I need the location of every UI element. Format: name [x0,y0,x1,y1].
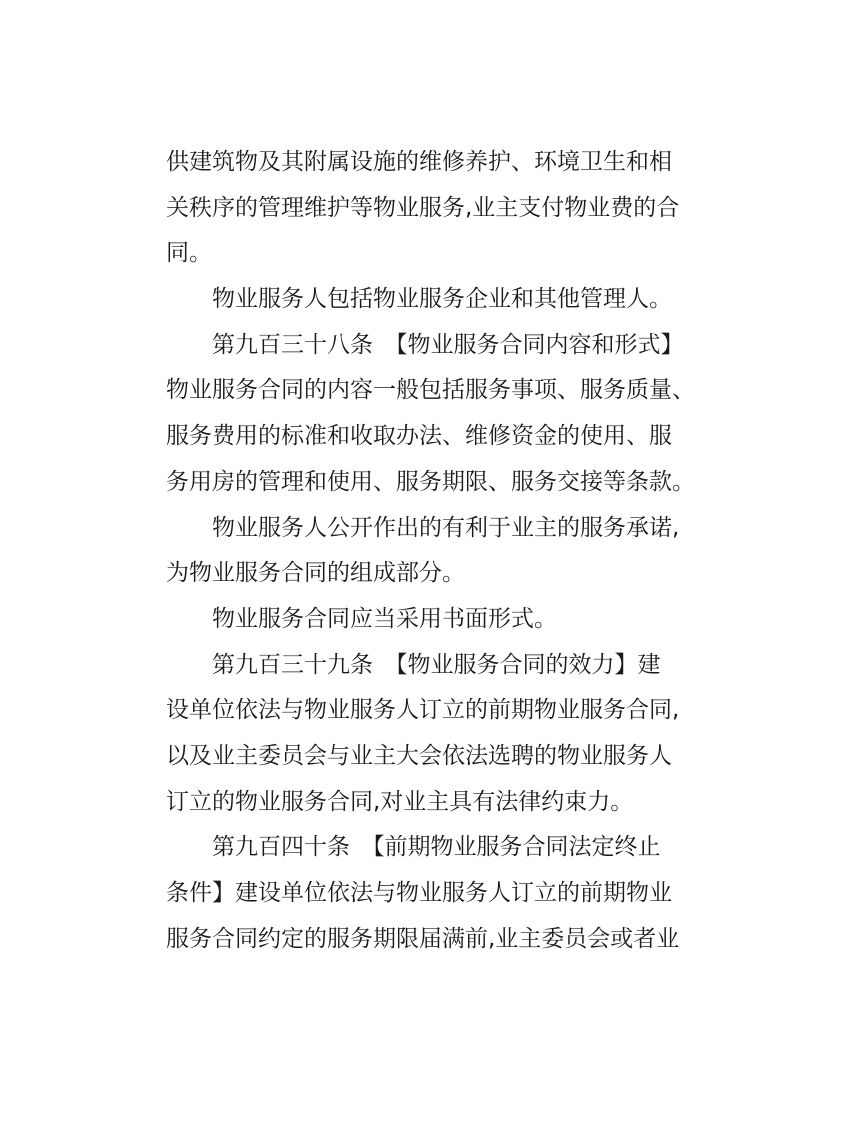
text-line: 订立的物业服务合同,对业主具有法律约束力。 [166,788,634,815]
text-line: 物业服务人包括物业服务企业和其他管理人。 [212,286,672,313]
text-line: 以及业主委员会与业主大会依法选聘的物业服务人 [166,742,672,769]
text-line: 服务费用的标准和收取办法、维修资金的使用、服 [166,423,672,450]
text-line: 设单位依法与物业服务人订立的前期物业服务合同, [166,697,680,724]
text-line: 第九百四十条 【前期物业服务合同法定终止 [212,834,661,861]
text-line: 物业服务合同的内容一般包括服务事项、服务质量、 [166,377,695,404]
text-line: 同。 [166,240,212,267]
text-line: 为物业服务合同的组成部分。 [166,560,465,587]
text-line: 供建筑物及其附属设施的维修养护、环境卫生和相 [166,149,672,175]
text-line: 服务合同约定的服务期限届满前,业主委员会或者业 [166,925,680,952]
text-line: 物业服务人公开作出的有利于业主的服务承诺, [212,514,680,541]
text-line: 第九百三十九条 【物业服务合同的效力】建 [212,651,661,678]
text-line: 务用房的管理和使用、服务期限、服务交接等条款。 [166,468,695,495]
document-body [166,140,706,962]
text-line: 条件】建设单位依法与物业服务人订立的前期物业 [166,880,672,906]
text-line: 物业服务合同应当采用书面形式。 [212,605,557,632]
text-line: 第九百三十八条 【物业服务合同内容和形式】 [212,331,684,358]
text-line: 关秩序的管理维护等物业服务,业主支付物业费的合 [166,194,680,221]
